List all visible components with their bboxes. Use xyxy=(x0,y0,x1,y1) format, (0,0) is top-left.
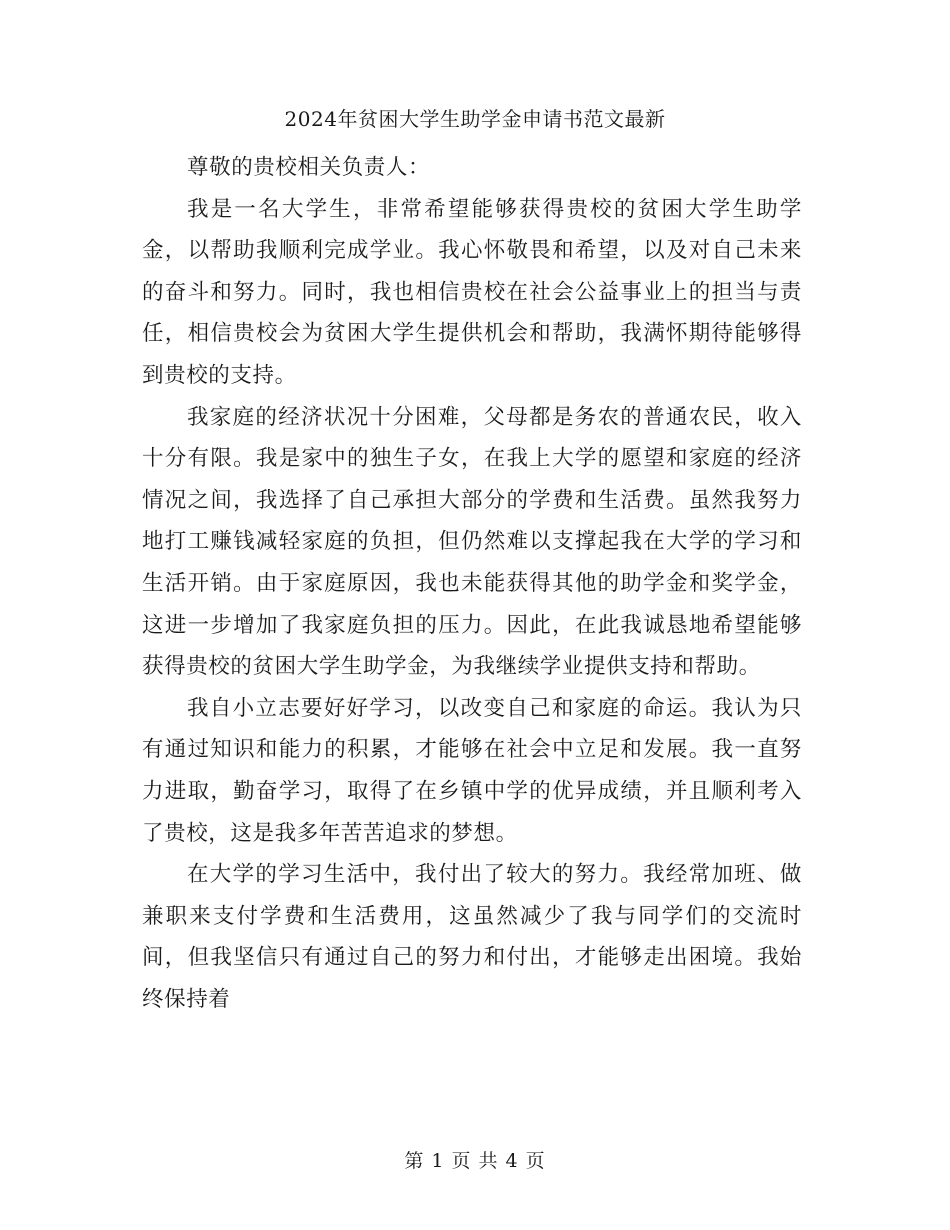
page-footer: 第 1 页 共 4 页 xyxy=(404,1150,546,1172)
document-body xyxy=(142,147,802,1020)
salutation: 尊敬的贵校相关负责人： xyxy=(187,155,431,180)
paragraph: 我是一名大学生，非常希望能够获得贵校的贫困大学生助学金，以帮助我顺利完成学业。我心怀敬畏和希望，以及对自己未来的奋斗和努力。同时，我也相信贵校在社会公益事业上的担当与责任，相信贵校会为贫困大学生提供机会和帮助，我满怀期待能够得到贵校的支持。 xyxy=(142,196,802,388)
document-title: 2024年贫困大学生助学金申请书范文最新 xyxy=(284,107,666,131)
paragraph: 我家庭的经济状况十分困难，父母都是务农的普通农民，收入十分有限。我是家中的独生子女，在我上大学的愿望和家庭的经济情况之间，我选择了自己承担大部分的学费和生活费。虽然我努力地打工赚钱减轻家庭的负担，但仍然难以支撑起我在大学的学习和生活开销。由于家庭原因，我也未能获得其他的助学金和奖学金，这进一步增加了我家庭负担的压力。因此，在此我诚恳地希望能够获得贵校的贫困大学生助学金，为我继续学业提供支持和帮助。 xyxy=(142,404,802,680)
paragraph: 我自小立志要好好学习，以改变自己和家庭的命运。我认为只有通过知识和能力的积累，才能够在社会中立足和发展。我一直努力进取，勤奋学习，取得了在乡镇中学的优异成绩，并且顺利考入了贵校，这是我多年苦苦追求的梦想。 xyxy=(142,695,802,846)
paragraph: 在大学的学习生活中，我付出了较大的努力。我经常加班、做兼职来支付学费和生活费用，这虽然减少了我与同学们的交流时间，但我坚信只有通过自己的努力和付出，才能够走出困境。我始终保持着 xyxy=(142,862,802,1012)
